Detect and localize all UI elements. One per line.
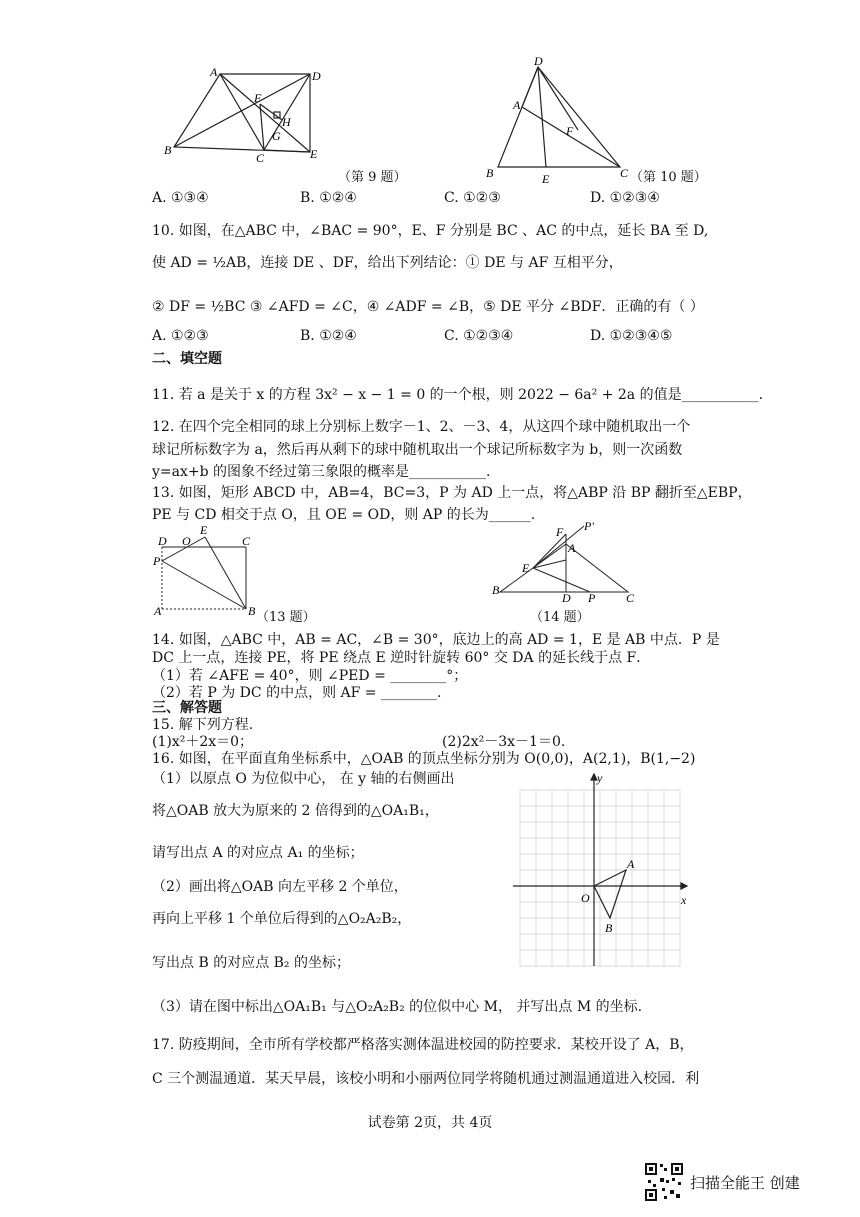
- q10-option-d: D. ①②③④⑤: [590, 328, 673, 344]
- fig14-label-p: P: [588, 591, 596, 605]
- fig9-label-d: D: [312, 69, 321, 83]
- fig10-label-d: D: [534, 55, 543, 68]
- q9-option-d: D. ①②③④: [590, 190, 660, 206]
- q10-option-c: C. ①②③④: [444, 328, 514, 344]
- q9-option-c: C. ①②③: [444, 190, 501, 206]
- fig13-label-b: B: [248, 604, 256, 618]
- q15-part-b: (2)2x²－3x－1＝0.: [442, 734, 566, 750]
- fig14-label-p-prime: P': [584, 520, 594, 533]
- fig10-label-f: F: [566, 124, 574, 138]
- fig14-label-b: B: [492, 583, 500, 597]
- fig10-label-c: C: [620, 166, 629, 180]
- fig10-caption: （第 10 题）: [630, 170, 707, 185]
- q13-line-1: 13. 如图，矩形 ABCD 中，AB=4，BC=3，P 为 AD 上一点，将△ABP 沿 BP 翻折至△EBP，: [152, 485, 752, 501]
- fig16-label-y: y: [597, 771, 603, 785]
- q16-part2-c: 写出点 B 的对应点 B₂ 的坐标；: [152, 955, 350, 971]
- q16-part2-a: （2）画出将△OAB 向左平移 2 个单位，: [152, 879, 408, 895]
- fig9-label-c: C: [256, 151, 265, 165]
- q9-option-b: B. ①②④: [300, 190, 357, 206]
- fig14-label-c: C: [626, 591, 635, 605]
- q17-line-2: C 三个测温通道．某天早晨，该校小明和小丽两位同学将随机通过测温通道进入校园．利: [152, 1071, 700, 1087]
- q12-line-2: 球记所标数字为 a，然后再从剩下的球中随机取出一个球记所标数字为 b，则一次函数: [152, 442, 683, 458]
- q16-part1-c: 请写出点 A 的对应点 A₁ 的坐标；: [152, 845, 364, 861]
- fig9-label-g: G: [272, 129, 281, 143]
- q15-text: 15. 解下列方程.: [152, 717, 254, 733]
- q10-option-b: B. ①②④: [300, 328, 357, 344]
- q16-part1-b: 将△OAB 放大为原来的 2 倍得到的△OA₁B₁，: [152, 803, 439, 819]
- q10-line-1: 10. 如图，在△ABC 中，∠BAC = 90°，E、F 分别是 BC 、AC 的中点，延长 BA 至 D,: [152, 223, 709, 239]
- fig14-label-a: A: [568, 541, 576, 555]
- fig13-label-d: D: [158, 534, 167, 548]
- fig13-label-o: O: [182, 534, 191, 548]
- page-footer: 试卷第 2页，共 4页: [367, 1115, 493, 1131]
- fig16-label-o: O: [581, 891, 590, 905]
- fig9-label-b: B: [164, 143, 172, 157]
- q14-line-2: DC 上一点，连接 PE，将 PE 绕点 E 逆时针旋转 60° 交 DA 的延长线于点 F．: [152, 650, 651, 666]
- q16-part1-a: （1）以原点 O 为位似中心， 在 y 轴的右侧画出: [152, 771, 455, 787]
- fig14-label-f: F: [556, 525, 564, 539]
- figure-10: [480, 55, 640, 190]
- q16-part2-b: 再向上平移 1 个单位后得到的△O₂A₂B₂，: [152, 911, 412, 927]
- fig16-label-x: x: [681, 893, 687, 907]
- fig13-caption: （13 题）: [256, 610, 316, 625]
- fig16-label-b: B: [605, 921, 613, 935]
- q10-line-3: ② DF = ½BC ③ ∠AFD = ∠C，④ ∠ADF = ∠B，⑤ DE 平分 ∠BDF．正确的有（ ）: [152, 299, 704, 315]
- fig9-label-a: A: [210, 65, 218, 79]
- q14-sub-2: （2）若 P 为 DC 的中点，则 AF = ________.: [152, 685, 442, 701]
- q14-line-1: 14. 如图，△ABC 中，AB = AC，∠B = 30°，底边上的高 AD = 1，E 是 AB 中点．P 是: [152, 632, 720, 648]
- fig14-label-d: D: [562, 591, 571, 605]
- fig9-label-f: F: [254, 91, 262, 105]
- fig13-label-a: A: [154, 604, 162, 618]
- fig10-label-e: E: [542, 172, 550, 186]
- q11-text: 11. 若 a 是关于 x 的方程 3x² − x − 1 = 0 的一个根，则 2022 − 6a² + 2a 的值是___________.: [152, 387, 764, 403]
- fig13-label-e: E: [200, 525, 208, 537]
- fig13-label-p: P: [153, 554, 161, 568]
- figure-14: [488, 520, 638, 605]
- figure-16-coordinate-grid: [505, 770, 695, 970]
- q15-part-a: (1)x²＋2x＝0；: [152, 734, 254, 750]
- scanner-brand-watermark: 扫描全能王 创建: [690, 1174, 800, 1192]
- fig10-label-b: B: [486, 166, 494, 180]
- fig14-caption: （14 题）: [530, 610, 590, 625]
- q14-sub-1: （1）若 ∠AFE = 40°，则 ∠PED = ________°；: [152, 668, 468, 684]
- q13-line-2: PE 与 CD 相交于点 O，且 OE = OD，则 AP 的长为______.: [152, 507, 536, 523]
- q12-line-1: 12. 在四个完全相同的球上分别标上数字－1、2、－3、4，从这四个球中随机取出一个: [152, 419, 691, 435]
- q9-option-a: A. ①③④: [152, 190, 209, 206]
- q17-line-1: 17. 防疫期间，全市所有学校都严格落实测体温进校园的防控要求．某校开设了 A，B，: [152, 1037, 694, 1053]
- qr-code-icon: [644, 1162, 684, 1202]
- fig9-label-h: H: [282, 115, 291, 129]
- q16-line-1: 16. 如图，在平面直角坐标系中，△OAB 的顶点坐标分别为 O(0,0)，A(2,1)，B(1,−2): [152, 751, 696, 767]
- fig9-caption: （第 9 题）: [338, 170, 407, 185]
- fig16-label-a: A: [627, 857, 635, 871]
- fig9-label-e: E: [310, 147, 318, 161]
- section-solve-heading: 三、解答题: [152, 700, 222, 716]
- q12-line-3: y=ax+b 的图象不经过第三象限的概率是___________.: [152, 464, 491, 480]
- q10-option-a: A. ①②③: [152, 328, 209, 344]
- q16-part3: （3）请在图中标出△OA₁B₁ 与△O₂A₂B₂ 的位似中心 M， 并写出点 M 的坐标.: [152, 999, 643, 1015]
- fig14-label-e: E: [522, 561, 530, 575]
- fig10-label-a: A: [513, 98, 521, 112]
- section-fill-in-heading: 二、填空题: [152, 351, 222, 367]
- fig13-label-c: C: [242, 534, 251, 548]
- figure-9: [160, 62, 340, 172]
- q10-line-2: 使 AD = ½AB，连接 DE 、DF，给出下列结论：① DE 与 AF 互相平分，: [152, 255, 623, 271]
